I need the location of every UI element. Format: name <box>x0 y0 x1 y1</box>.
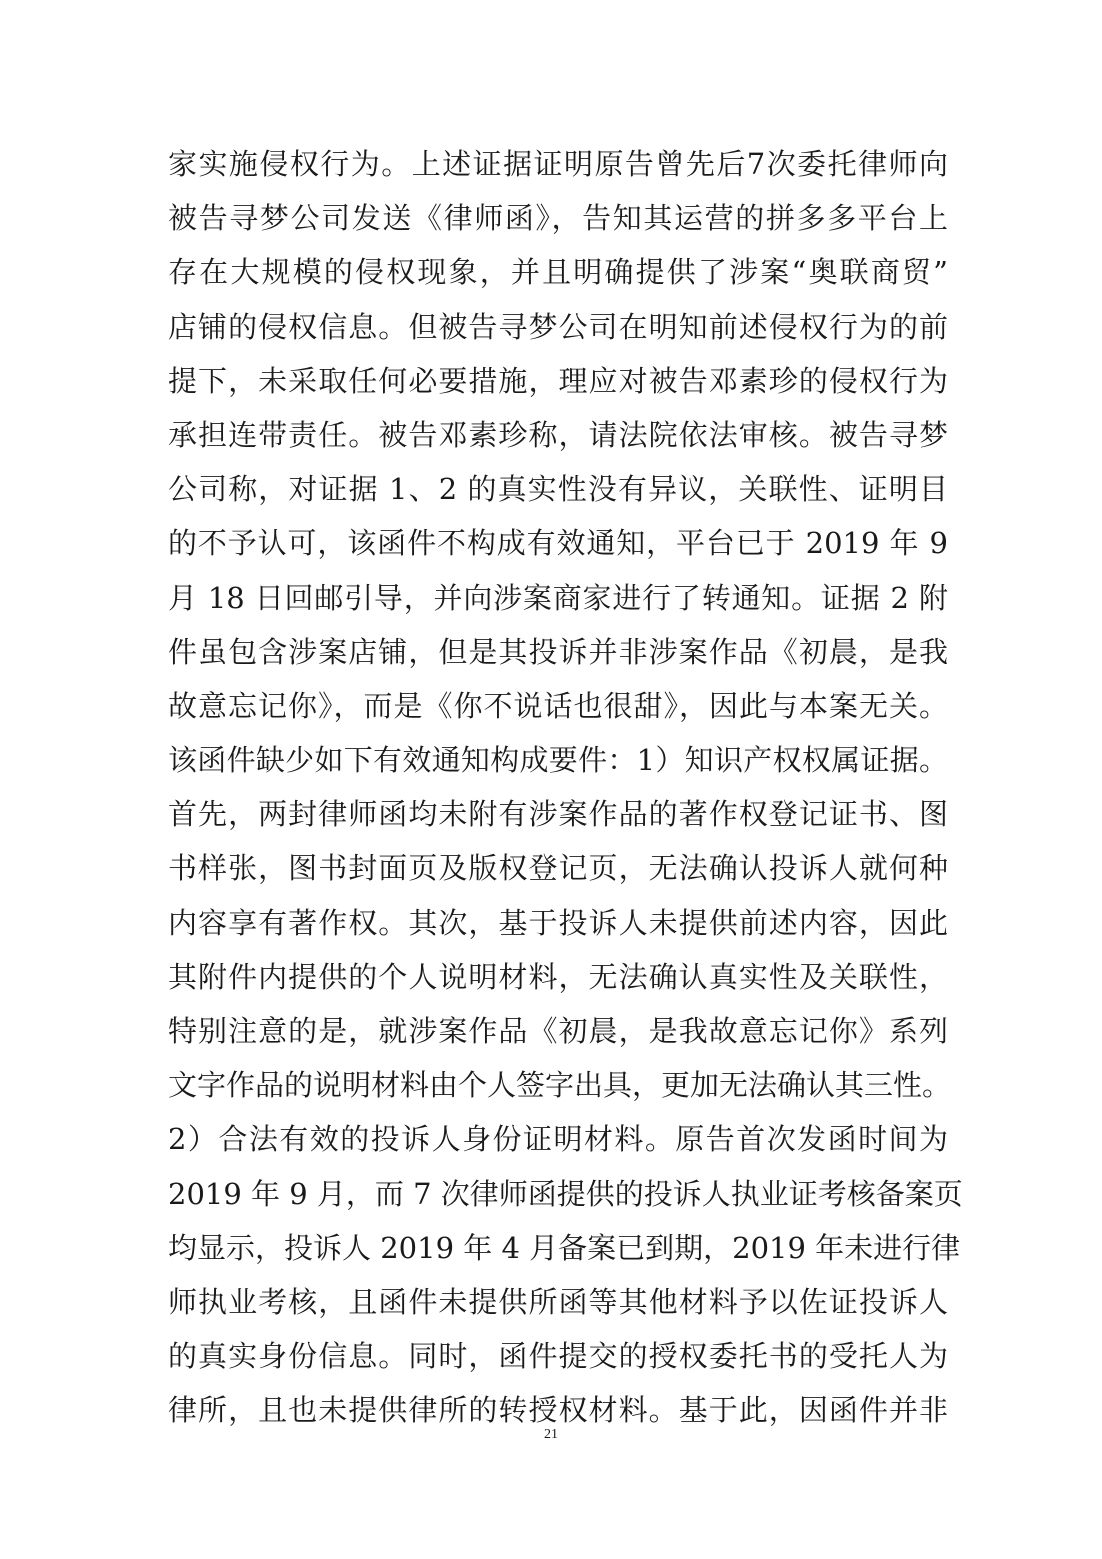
text-line: 故意忘记你》，而是《你不说话也很甜》，因此与本案无关。 <box>168 688 948 723</box>
body-text <box>168 137 963 1438</box>
text-line: 店铺的侵权信息。但被告寻梦公司在明知前述侵权行为的前 <box>168 309 948 344</box>
text-line: 2019 年 9 月，而 7 次律师函提供的投诉人执业证考核备案页 <box>168 1176 963 1211</box>
text-line: 被告寻梦公司发送《律师函》，告知其运营的拼多多平台上 <box>168 201 948 236</box>
text-line: 的真实身份信息。同时，函件提交的授权委托书的受托人为 <box>168 1339 948 1374</box>
text-line: 均显示，投诉人 2019 年 4 月备案已到期，2019 年未进行律 <box>168 1230 961 1265</box>
text-line: 月 18 日回邮引导，并向涉案商家进行了转通知。证据 2 附 <box>168 580 948 615</box>
text-line: 2）合法有效的投诉人身份证明材料。原告首次发函时间为 <box>168 1122 948 1157</box>
text-line: 师执业考核，且函件未提供所函等其他材料予以佐证投诉人 <box>168 1284 948 1319</box>
text-line: 内容享有著作权。其次，基于投诉人未提供前述内容，因此 <box>168 905 948 940</box>
text-line: 公司称，对证据 1、2 的真实性没有异议，关联性、证明目 <box>168 472 948 507</box>
text-line: 提下，未采取任何必要措施，理应对被告邓素珍的侵权行为 <box>168 363 948 398</box>
text-line: 其附件内提供的个人说明材料，无法确认真实性及关联性， <box>168 959 948 994</box>
text-line: 的不予认可，该函件不构成有效通知，平台已于 2019 年 9 <box>168 526 948 561</box>
text-line: 承担连带责任。被告邓素珍称，请法院依法审核。被告寻梦 <box>168 417 948 452</box>
text-line: 件虽包含涉案店铺，但是其投诉并非涉案作品《初晨，是我 <box>168 634 948 669</box>
text-line: 该函件缺少如下有效通知构成要件：1）知识产权权属证据。 <box>168 743 948 778</box>
text-line: 特别注意的是，就涉案作品《初晨，是我故意忘记你》系列 <box>168 1014 948 1048</box>
text-line: 家实施侵权行为。上述证据证明原告曾先后7次委托律师向 <box>168 147 948 181</box>
text-line: 存在大规模的侵权现象，并且明确提供了涉案“奥联商贸” <box>168 255 948 290</box>
text-line: 律所，且也未提供律所的转授权材料。基于此，因函件并非 <box>168 1393 948 1428</box>
page-number: 21 <box>544 1427 558 1442</box>
text-line: 书样张，图书封面页及版权登记页，无法确认投诉人就何种 <box>168 851 948 886</box>
text-line: 首先，两封律师函均未附有涉案作品的著作权登记证书、图 <box>168 797 948 832</box>
text-line: 文字作品的说明材料由个人签字出具，更加无法确认其三性。 <box>168 1068 952 1103</box>
